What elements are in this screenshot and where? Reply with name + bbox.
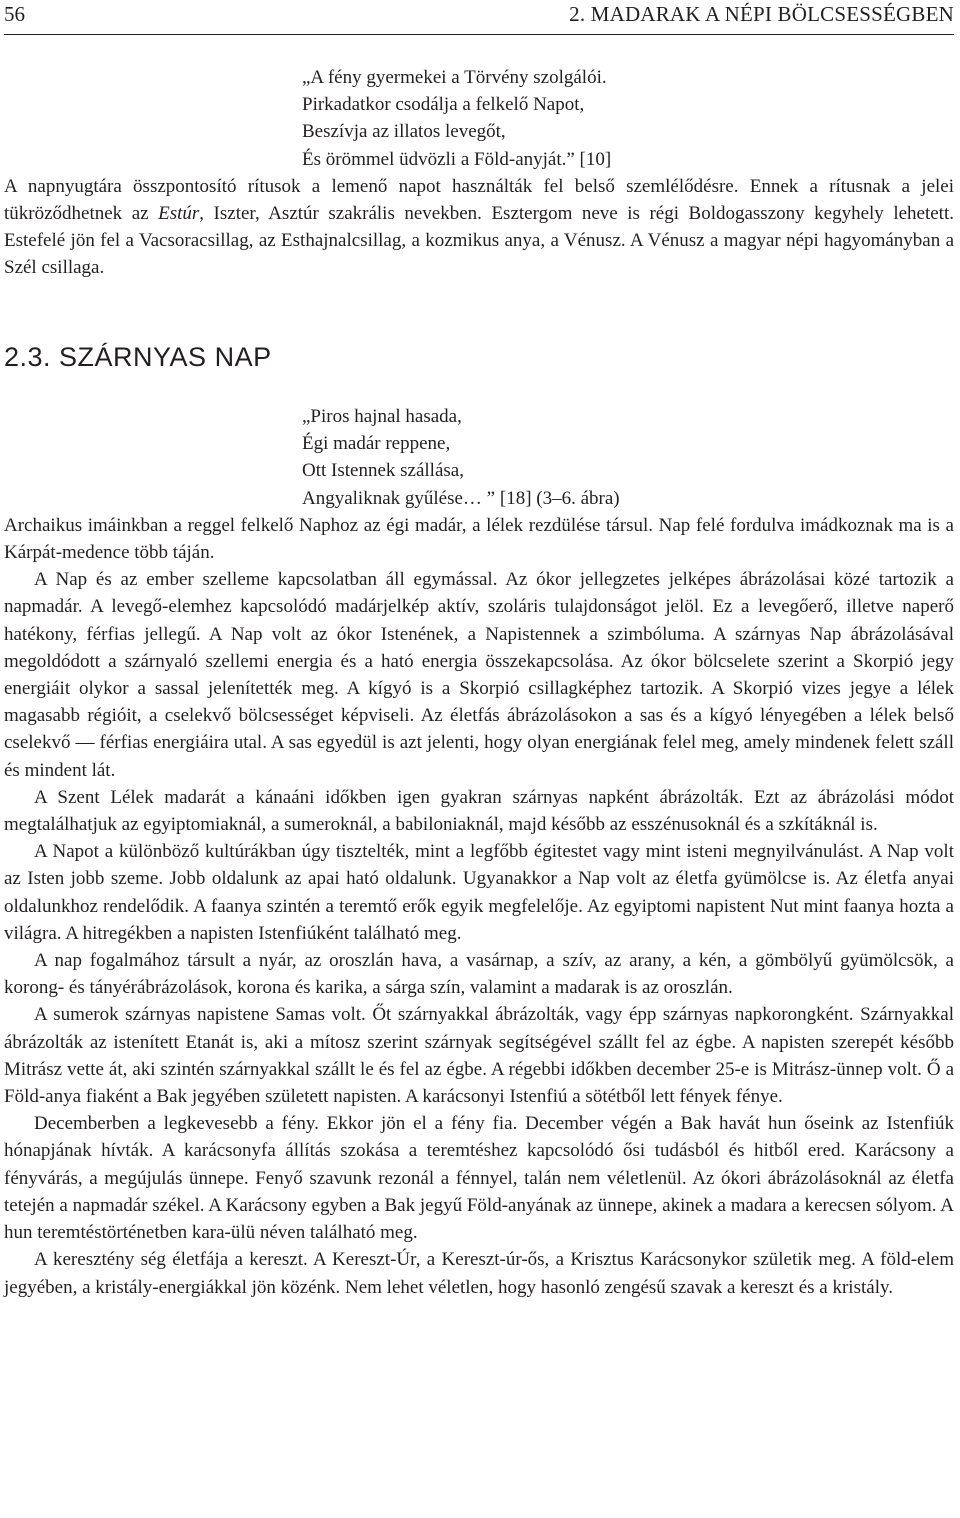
section-heading: 2.3. SZÁRNYAS NAP <box>4 342 272 372</box>
paragraph: A nap fogalmához társult a nyár, az oroszlán hava, a vasárnap, a szív, az arany, a kén, a gömbölyű gyümölcsök, a korong- és tányérábrázolások, korona és karika, a sárga szín, valamint a madarak is az oroszlán. <box>4 950 954 999</box>
poem-line: „Piros hajnal hasada, <box>302 406 462 427</box>
poem-quote-1 <box>302 64 954 173</box>
poem-line: „A fény gyermekei a Törvény szolgálói. <box>302 67 607 88</box>
italic-term: Estúr <box>158 203 200 225</box>
paragraph: A Napot a különböző kultúrákban úgy tisztelték, mint a legfőbb égitestet vagy mint isteni megnyilvánulást. A Nap volt az Isten jobb szeme. Jobb oldalunk az apai ható oldalunk. Ugyanakkor a Nap volt az életfa gyümölcse is. Az életfa anyai oldalunkhoz rendelődik. A faanya szintén a teremtő erők egyik megfelelője. Az egyiptomi napistent Nut mint faanya hozta a világra. A hitregékben a napisten Istenfiúként található meg. <box>4 841 954 944</box>
paragraph: A keresztény ség életfája a kereszt. A Kereszt-Úr, a Kereszt-úr-ős, a Krisztus Karácsonykor születik meg. A föld-elem jegyében, a kristály-energiákkal jön közénk. Nem lehet véletlen, hogy hasonló zengésű szavak a kereszt és a kristály. <box>4 1249 954 1298</box>
running-header <box>4 0 954 35</box>
paragraph: A Szent Lélek madarát a kánaáni időkben igen gyakran szárnyas napként ábrázolták. Ezt az ábrázolási módot megtalálhatjuk az egyiptomiaknál, a sumeroknál, a babiloniaknál, majd később az esszénusoknál és a szkítáknál is. <box>4 786 954 836</box>
poem-line: Pirkadatkor csodálja a felkelő Napot, <box>302 94 585 116</box>
poem-line: Égi madár reppene, <box>302 433 451 455</box>
paragraph: A sumerok szárnyas napistene Samas volt. Őt szárnyakkal ábrázolták, vagy épp szárnyas napkorongként. Szárnyakkal ábrázolták az istenített Etanát is, aki a mítosz szerint szárnyak segítségével szállt fel az égbe. A napisten szerepét később Mitrász vette át, aki szintén szárnyakkal szállt le és fel az égbe. A régebbi időkben december 25-e is Mitrász-ünnep volt. Ő a Föld-anya fiaként a Bak jegyében született napisten. A karácsonyi Istenfiú a sötétből lett fények fénye. <box>4 1004 954 1108</box>
poem-line: Ott Istennek szállása, <box>302 460 464 482</box>
paragraph: Archaikus imáinkban a reggel felkelő Naphoz az égi madár, a lélek rezdülése társul. Nap felé fordulva imádkoznak ma is a Kárpát-medence több táján. <box>4 514 954 564</box>
paragraph: A Nap és az ember szelleme kapcsolatban áll egymással. Az ókor jellegzetes jelképes ábrázolásai közé tartozik a napmadár. A levegő-elemhez kapcsolódó madárjelkép aktív, szoláris tulajdonságot jelöl. Ez a levegőerő, illetve naperő hatékony, férfias jellegű. A Nap volt az ókor Istenének, a Napistennek a szimbóluma. A szárnyas Nap ábrázolásával megoldódott a szárnyaló szellemi energia és a ható energia összekapcsolása. Az ókor bölcselete szerint a Skorpió jegy energiáit olykor a sassal jelenítették meg. A kígyó is a Skorpió csillagképhez tartozik. A Skorpió vizes jegye a lélek magasabb régióit, a cselekvő bölcsességet képviseli. Az életfás ábrázolásokon a sas és a kígyó lényegében a lélek belső cselekvő — férfias energiáira utal. A sas egyedül is azt jelenti, hogy olyan energiának felel meg, amely mindenek felett száll és mindent lát. <box>4 569 954 781</box>
paragraph <box>4 173 954 282</box>
text-block-main <box>4 403 954 1301</box>
paragraph: Decemberben a legkevesebb a fény. Ekkor jön el a fény fia. December végén a Bak havát hun őseink az Istenfiúk hónapjának hívták. A karácsonyfa állítás szokása a teremtéshez kapcsolódó ősi tudásból és hitből ered. Karácsony a fényvárás, a megújulás ünnepe. Fenyő szavunk rezonál a fénnyel, talán nem véletlenül. Az ókori ábrázolásoknál az életfa tetején a napmadár székel. A Karácsony egyben a Bak jegyű Föld-anyának az ünnepe, akinek a madara a kerecsen sólyom. A hun teremtéstörténetben kara-ülü néven található meg. <box>4 1113 954 1244</box>
chapter-title: 2. MADARAK A NÉPI BÖLCSESSÉGBEN <box>569 2 954 26</box>
page-number: 56 <box>4 2 25 26</box>
poem-quote-2 <box>302 403 954 512</box>
poem-line: Angyaliknak gyűlése… ” [18] (3–6. ábra) <box>302 487 620 509</box>
poem-line: És örömmel üdvözli a Föld-anyját.” [10] <box>302 148 612 170</box>
paragraph-text: A napnyugtára összpontosító rítusok a lemenő napot használták fel belső szemlélődésre. Ennek a rítusnak a jelei tükröződhetnek az <box>4 175 954 225</box>
paragraph-text: , Iszter, Asztúr szakrális nevekben. Esztergom neve is régi Boldogasszony kegyhely lehetett. Estefelé jön fel a Vacsoracsillag, az Esthajnalcsillag, a kozmikus anya, a Vénusz. A Vénusz a magyar népi hagyományban a Szél csillaga. <box>4 203 954 279</box>
text-block-top <box>4 64 954 282</box>
poem-line: Beszívja az illatos levegőt, <box>302 121 506 143</box>
